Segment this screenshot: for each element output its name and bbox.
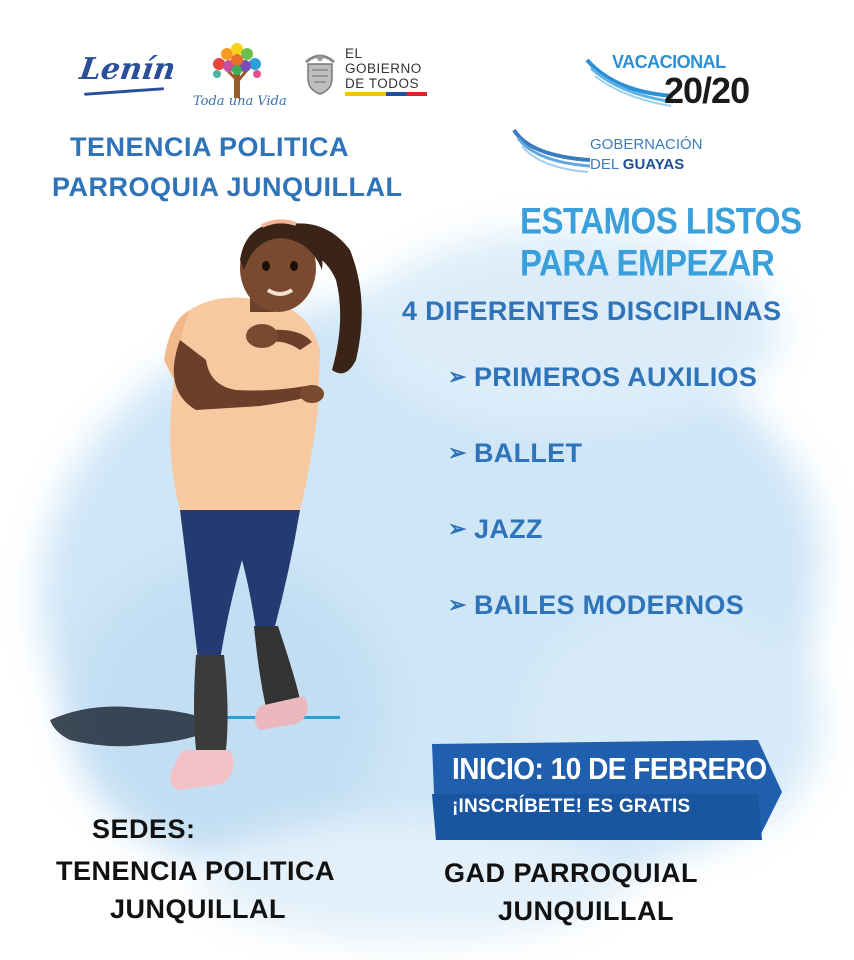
vacacional-title: VACACIONAL bbox=[612, 52, 726, 72]
flag-stripe bbox=[345, 92, 427, 96]
discipline-item bbox=[448, 590, 744, 621]
gobierno-line: GOBIERNO bbox=[345, 61, 422, 76]
vacacional-year: 20/20 bbox=[664, 70, 750, 111]
discipline-item bbox=[448, 438, 582, 469]
tagline-line-1: ESTAMOS LISTOS bbox=[520, 200, 802, 242]
chevron-right-icon: ➢ bbox=[448, 592, 467, 617]
header-line-2: PARROQUIA JUNQUILLAL bbox=[52, 172, 403, 202]
chevron-right-icon: ➢ bbox=[448, 440, 467, 465]
discipline-label: PRIMEROS AUXILIOS bbox=[474, 362, 758, 392]
header-line-1: TENENCIA POLITICA bbox=[70, 132, 350, 162]
tagline-line-2: PARA EMPEZAR bbox=[520, 242, 775, 284]
venue-1-line-2: JUNQUILLAL bbox=[110, 894, 286, 924]
gobernacion-line: GOBERNACIÓN bbox=[590, 136, 703, 153]
toda-una-vida-caption: Toda una Vida bbox=[193, 94, 287, 109]
signup-free-text: ¡INSCRÍBETE! ES GRATIS bbox=[452, 796, 691, 817]
venue-2-line-1: GAD PARROQUIAL bbox=[444, 858, 698, 888]
chevron-right-icon: ➢ bbox=[448, 364, 467, 389]
chevron-right-icon: ➢ bbox=[448, 516, 467, 541]
tree-logo-icon bbox=[205, 40, 269, 102]
child-dancer-photo bbox=[150, 210, 390, 810]
venues-label: SEDES: bbox=[92, 814, 196, 844]
venue-2-line-2: JUNQUILLAL bbox=[498, 896, 674, 926]
gobierno-de-todos-logo bbox=[345, 46, 422, 91]
venue-1-line-1: TENENCIA POLITICA bbox=[56, 856, 336, 886]
ecuador-coat-of-arms-icon bbox=[300, 48, 340, 98]
gobernacion-swoosh-icon bbox=[510, 126, 600, 176]
gobierno-line: DE TODOS bbox=[345, 76, 420, 91]
gobernacion-prefix: DEL bbox=[590, 156, 623, 173]
lenin-logo-underline bbox=[84, 87, 164, 96]
gobierno-line: EL bbox=[345, 46, 363, 61]
gobernacion-bold: GUAYAS bbox=[622, 156, 685, 173]
discipline-label: BAILES MODERNOS bbox=[474, 590, 745, 620]
lenin-logo: Lenín bbox=[77, 52, 178, 87]
discipline-item bbox=[448, 362, 757, 393]
start-date-text: INICIO: 10 DE FEBRERO bbox=[452, 752, 767, 786]
discipline-label: BALLET bbox=[474, 438, 583, 468]
discipline-label: JAZZ bbox=[474, 514, 543, 544]
disciplines-heading: 4 DIFERENTES DISCIPLINAS bbox=[402, 296, 782, 326]
gobernacion-line bbox=[590, 156, 684, 173]
discipline-item bbox=[448, 514, 543, 545]
